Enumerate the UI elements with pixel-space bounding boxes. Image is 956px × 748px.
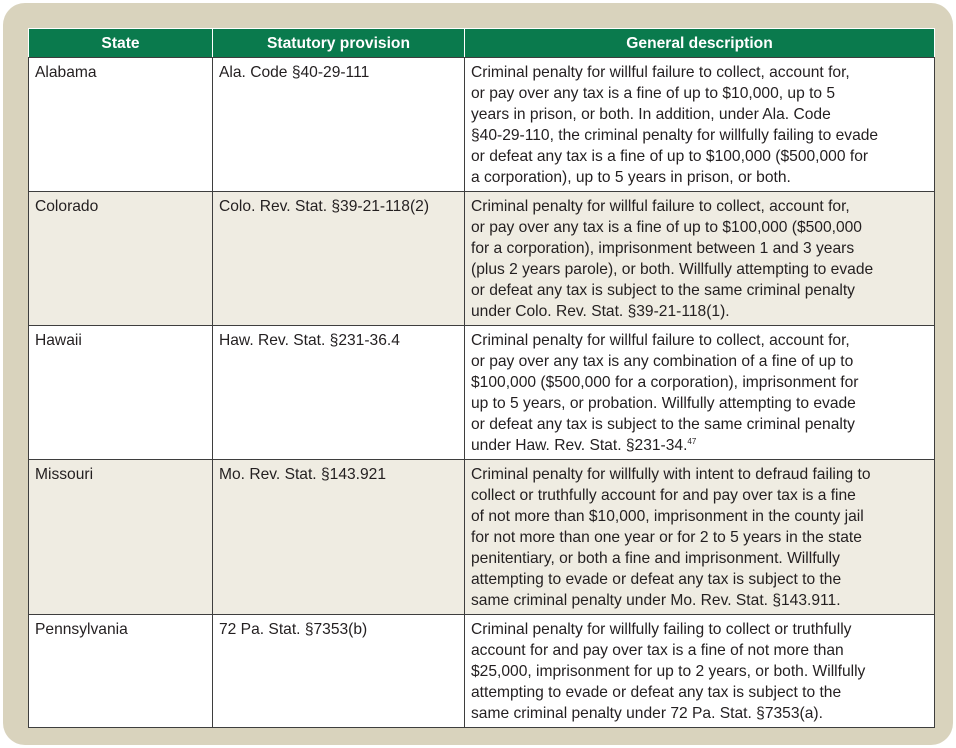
table-row <box>29 58 935 192</box>
footnote-marker: 47 <box>687 436 697 446</box>
state-cell: Colorado <box>29 192 213 326</box>
state-cell: Alabama <box>29 58 213 192</box>
state-cell: Pennsylvania <box>29 615 213 728</box>
table-row <box>29 460 935 615</box>
table-row <box>29 615 935 728</box>
statutory-provisions-table <box>28 28 935 728</box>
description-cell <box>465 326 935 460</box>
description-cell: Criminal penalty for willful failure to collect, account for, or pay over any tax is a fine of up to $100,000 ($500,000 for a corporation), imprisonment between 1 and 3 years (plus 2 years parole), or both. Willfully attempting to evade or defeat any tax is subject to the same criminal penalty under Colo. Rev. Stat. §39-21-118(1). <box>465 192 935 326</box>
state-cell: Missouri <box>29 460 213 615</box>
provision-cell: Mo. Rev. Stat. §143.921 <box>213 460 465 615</box>
description-cell: Criminal penalty for willfully with intent to defraud failing to collect or truthfully account for and pay over tax is a fine of not more than $10,000, imprisonment in the county jail for not more than one year or for 2 to 5 years in the state penitentiary, or both a fine and imprisonment. Willfully attempting to evade or defeat any tax is subject to the same criminal penalty under Mo. Rev. Stat. §143.911. <box>465 460 935 615</box>
table-row <box>29 192 935 326</box>
header-general-description: General description <box>465 29 935 58</box>
header-state: State <box>29 29 213 58</box>
table-panel <box>3 3 953 745</box>
provision-cell: Haw. Rev. Stat. §231-36.4 <box>213 326 465 460</box>
provision-cell: Colo. Rev. Stat. §39-21-118(2) <box>213 192 465 326</box>
provision-cell: Ala. Code §40-29-111 <box>213 58 465 192</box>
table-header-row <box>29 29 935 58</box>
header-statutory-provision: Statutory provision <box>213 29 465 58</box>
state-cell: Hawaii <box>29 326 213 460</box>
provision-cell: 72 Pa. Stat. §7353(b) <box>213 615 465 728</box>
description-text: Criminal penalty for willful failure to collect, account for, or pay over any tax is any combination of a fine of up to $100,000 ($500,000 for a corporation), imprisonment for up to 5 years, or probation. Willfully attempting to evade or defeat any tax is subject to the same criminal penalty under Haw. Rev. Stat. §231-34. <box>471 332 859 454</box>
description-cell: Criminal penalty for willful failure to collect, account for, or pay over any tax is a fine of up to $10,000, up to 5 years in prison, or both. In addition, under Ala. Code §40-29-110, the criminal penalty for willfully failing to evade or defeat any tax is a fine of up to $100,000 ($500,000 for a corporation), up to 5 years in prison, or both. <box>465 58 935 192</box>
table-row <box>29 326 935 460</box>
description-cell: Criminal penalty for willfully failing to collect or truthfully account for and pay over tax is a fine of not more than $25,000, imprisonment for up to 2 years, or both. Willfully attempting to evade or defeat any tax is subject to the same criminal penalty under 72 Pa. Stat. §7353(a). <box>465 615 935 728</box>
